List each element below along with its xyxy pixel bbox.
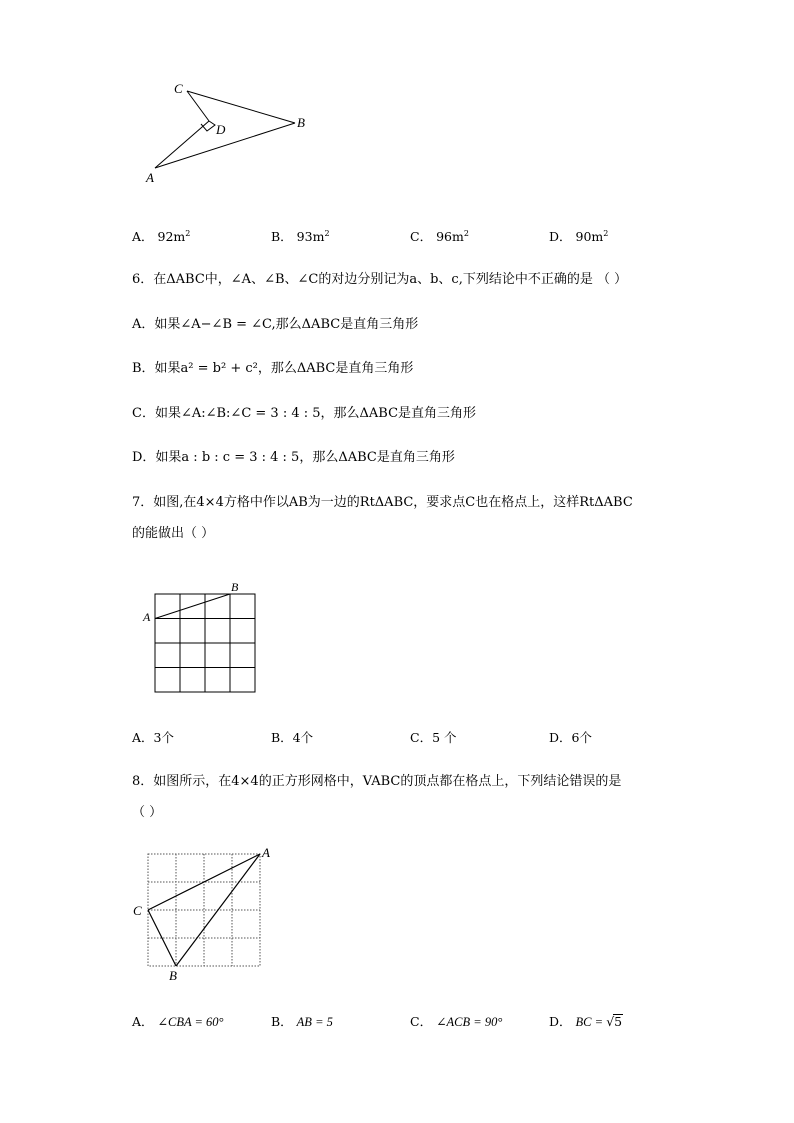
label-c: C (133, 903, 142, 918)
label-a: A (262, 845, 270, 860)
label-c: C (174, 81, 183, 96)
label-b: B (297, 115, 305, 130)
label-b: B (231, 580, 239, 594)
q7-option-b[interactable]: B．4个 (271, 730, 314, 745)
q6-option-c[interactable]: C．如果∠A:∠B:∠C = 3 : 4 : 5，那么ΔABC是直角三角形 (132, 406, 477, 421)
label-b: B (169, 968, 177, 983)
q6-option-a[interactable]: A．如果∠A−∠B = ∠C,那么ΔABC是直角三角形 (132, 317, 419, 332)
q5-option-c[interactable]: C． $96m^2$ (410, 229, 469, 244)
q7-option-c[interactable]: C．5 个 (410, 730, 457, 745)
q7-grid-figure (140, 578, 262, 696)
q7-option-d[interactable]: D．6个 (549, 730, 592, 745)
q8-stem-line-1: 8．如图所示，在4×4的正方形网格中，VABC的顶点都在格点上，下列结论错误的是 (132, 774, 622, 789)
segment-ca (148, 854, 260, 910)
segment-ab (155, 594, 230, 619)
label-a: A (143, 610, 151, 624)
q5-option-b[interactable]: B． $93m^2$ (271, 229, 330, 244)
q5-option-a[interactable]: A． $92m^2$ (132, 229, 191, 244)
q7-stem-line-1: 7．如图,在4×4方格中作以AB为一边的RtΔABC，要求点C也在格点上，这样RtΔABC (132, 495, 633, 510)
q8-option-d[interactable]: D． BC = √5 (549, 1014, 623, 1029)
sqrt-radicand: 5 (614, 1014, 623, 1029)
segment-cd (187, 91, 209, 121)
label-a: A (146, 170, 154, 185)
q8-option-a[interactable]: A． ∠CBA = 60° (132, 1014, 224, 1029)
segment-ad (155, 121, 209, 168)
q7-stem-line-2: 的能做出（ ） (132, 526, 215, 541)
q8-option-c[interactable]: C． ∠ACB = 90° (410, 1014, 503, 1029)
q5-option-d[interactable]: D． $90m^2$ (549, 229, 609, 244)
q6-stem: 6．在ΔABC中，∠A、∠B、∠C的对边分别记为a、b、c,下列结论中不正确的是 （ ） (132, 272, 628, 287)
q8-option-b[interactable]: B． AB = 5 (271, 1014, 333, 1029)
q8-stem-line-2: （ ） (132, 805, 163, 820)
q6-option-b[interactable]: B．如果a² = b² + c²，那么ΔABC是直角三角形 (132, 361, 414, 376)
q8-grid-figure (130, 842, 280, 984)
figure-1-diagram (140, 78, 320, 188)
q6-option-d[interactable]: D．如果a : b : c = 3 : 4 : 5，那么ΔABC是直角三角形 (132, 450, 455, 465)
sqrt-sign: √ (606, 1014, 615, 1029)
label-d: D (216, 122, 226, 137)
segment-cb (187, 91, 295, 123)
q7-option-a[interactable]: A．3个 (132, 730, 174, 745)
